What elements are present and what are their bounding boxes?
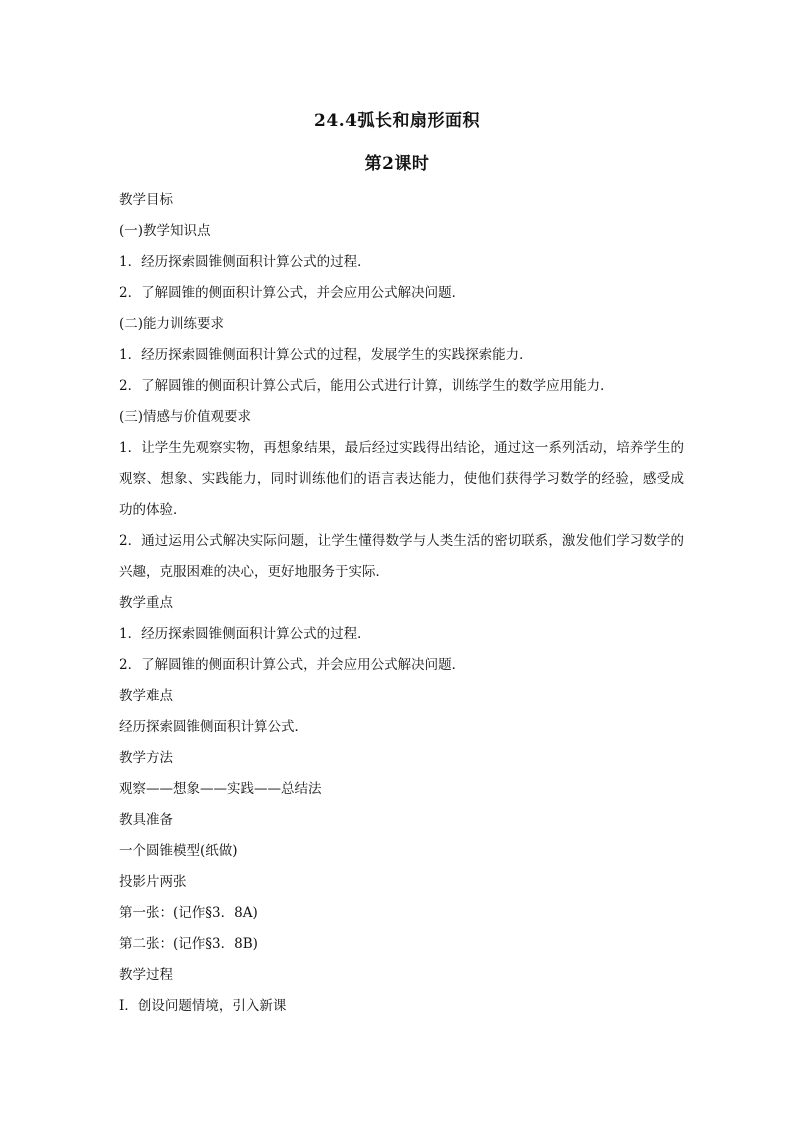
key-point-1: 1．经历探索圆锥侧面积计算公式的过程． bbox=[119, 626, 371, 642]
subsection-heading-knowledge: (一)教学知识点 bbox=[119, 223, 211, 239]
section-heading-objectives: 教学目标 bbox=[119, 192, 173, 208]
section-heading-process: 教学过程 bbox=[119, 967, 173, 983]
process-step-1: Ⅰ．创设问题情境，引入新课 bbox=[119, 998, 287, 1014]
section-heading-method: 教学方法 bbox=[119, 750, 173, 766]
values-paragraph-1: 1．让学生先观察实物，再想象结果，最后经过实践得出结论，通过这一系列活动，培养学生的观察、想象、实践能力，同时训练他们的语言表达能力，使他们获得学习数学的经验，感受成功的体验． bbox=[119, 440, 684, 518]
key-point-2: 2．了解圆锥的侧面积计算公式，并会应用公式解决问题． bbox=[119, 657, 466, 673]
material-cone-model: 一个圆锥模型(纸做) bbox=[119, 843, 238, 859]
method-text: 观察——想象——实践——总结法 bbox=[119, 781, 322, 797]
slide-1: 第一张：(记作§3．8A) bbox=[119, 905, 258, 921]
document-subtitle: 第2课时 bbox=[364, 154, 430, 174]
material-slides: 投影片两张 bbox=[119, 874, 187, 890]
document-body bbox=[119, 185, 684, 1022]
section-heading-difficulty: 教学难点 bbox=[119, 688, 173, 704]
document-title: 24.4弧长和扇形面积 bbox=[314, 111, 480, 131]
subsection-heading-ability: (二)能力训练要求 bbox=[119, 316, 225, 332]
knowledge-point-1: 1．经历探索圆锥侧面积计算公式的过程． bbox=[119, 254, 371, 270]
section-heading-key-points: 教学重点 bbox=[119, 595, 173, 611]
difficulty-text: 经历探索圆锥侧面积计算公式． bbox=[119, 719, 308, 735]
knowledge-point-2: 2．了解圆锥的侧面积计算公式，并会应用公式解决问题． bbox=[119, 285, 466, 301]
values-paragraph-2: 2．通过运用公式解决实际问题，让学生懂得数学与人类生活的密切联系，激发他们学习数学的兴趣，克服困难的决心，更好地服务于实际． bbox=[119, 533, 684, 580]
section-heading-materials: 教具准备 bbox=[119, 812, 173, 828]
ability-point-2: 2．了解圆锥的侧面积计算公式后，能用公式进行计算，训练学生的数学应用能力． bbox=[119, 378, 614, 394]
subsection-heading-values: (三)情感与价值观要求 bbox=[119, 409, 252, 425]
ability-point-1: 1．经历探索圆锥侧面积计算公式的过程，发展学生的实践探索能力． bbox=[119, 347, 533, 363]
slide-2: 第二张：(记作§3．8B) bbox=[119, 936, 258, 952]
